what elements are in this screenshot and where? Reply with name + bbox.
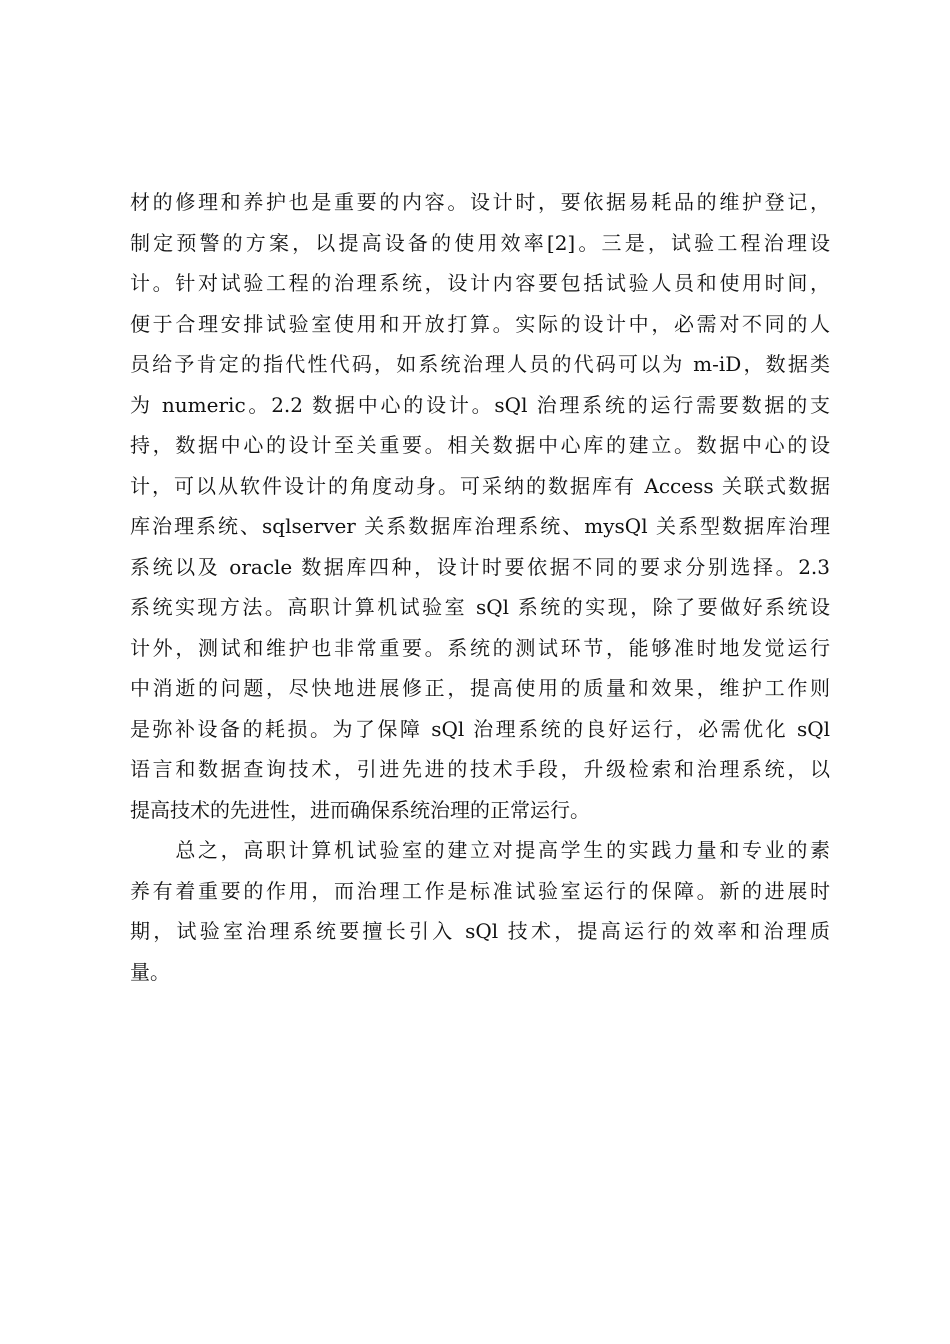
text-line: 养有着重要的作用，而治理工作是标准试验室运行的保障。新的进展时: [130, 878, 830, 903]
text-line: 中消逝的问题，尽快地进展修正，提高使用的质量和效果，维护工作则: [130, 676, 830, 700]
text-line: 持，数据中心的设计至关重要。相关数据中心库的建立。数据中心的设: [130, 433, 830, 457]
text-line: 计。针对试验工程的治理系统，设计内容要包括试验人员和使用时间，: [130, 271, 830, 295]
text-line: 提高技术的先进性，进而确保系统治理的正常运行。: [130, 797, 590, 822]
text-line: 库治理系统、sqlserver 关系数据库治理系统、mysQl 关系型数据库治理: [130, 514, 830, 538]
text-line: 计外，测试和维护也非常重要。系统的测试环节，能够准时地发觉运行: [130, 635, 830, 660]
text-line: 是弥补设备的耗损。为了保障 sQl 治理系统的良好运行，必需优化 sQl: [130, 716, 830, 741]
text-line: 量。: [130, 959, 170, 984]
text-line: 计，可以从软件设计的角度动身。可采纳的数据库有 Access 关联式数据: [130, 473, 830, 498]
text-line: 制定预警的方案，以提高设备的使用效率[2]。三是，试验工程治理设: [130, 230, 830, 255]
text-line: 材的修理和养护也是重要的内容。设计时，要依据易耗品的维护登记，: [130, 190, 830, 214]
text-line: 总之，高职计算机试验室的建立对提高学生的实践力量和专业的素: [130, 838, 830, 862]
text-line: 为 numeric。2.2 数据中心的设计。sQl 治理系统的运行需要数据的支: [130, 392, 830, 417]
text-line: 语言和数据查询技术，引进先进的技术手段，升级检索和治理系统，以: [130, 757, 830, 781]
text-line: 系统实现方法。高职计算机试验室 sQl 系统的实现，除了要做好系统设: [130, 595, 830, 619]
text-line: 员给予肯定的指代性代码，如系统治理人员的代码可以为 m-iD，数据类: [130, 352, 830, 376]
text-line: 期，试验室治理系统要擅长引入 sQl 技术，提高运行的效率和治理质: [130, 919, 830, 943]
text-line: 系统以及 oracle 数据库四种，设计时要依据不同的要求分别选择。2.3: [130, 554, 830, 579]
document-body: [130, 182, 830, 992]
text-line: 便于合理安排试验室使用和开放打算。实际的设计中，必需对不同的人: [130, 311, 830, 336]
paragraph-2: [130, 830, 830, 992]
paragraph-1: [130, 182, 830, 830]
